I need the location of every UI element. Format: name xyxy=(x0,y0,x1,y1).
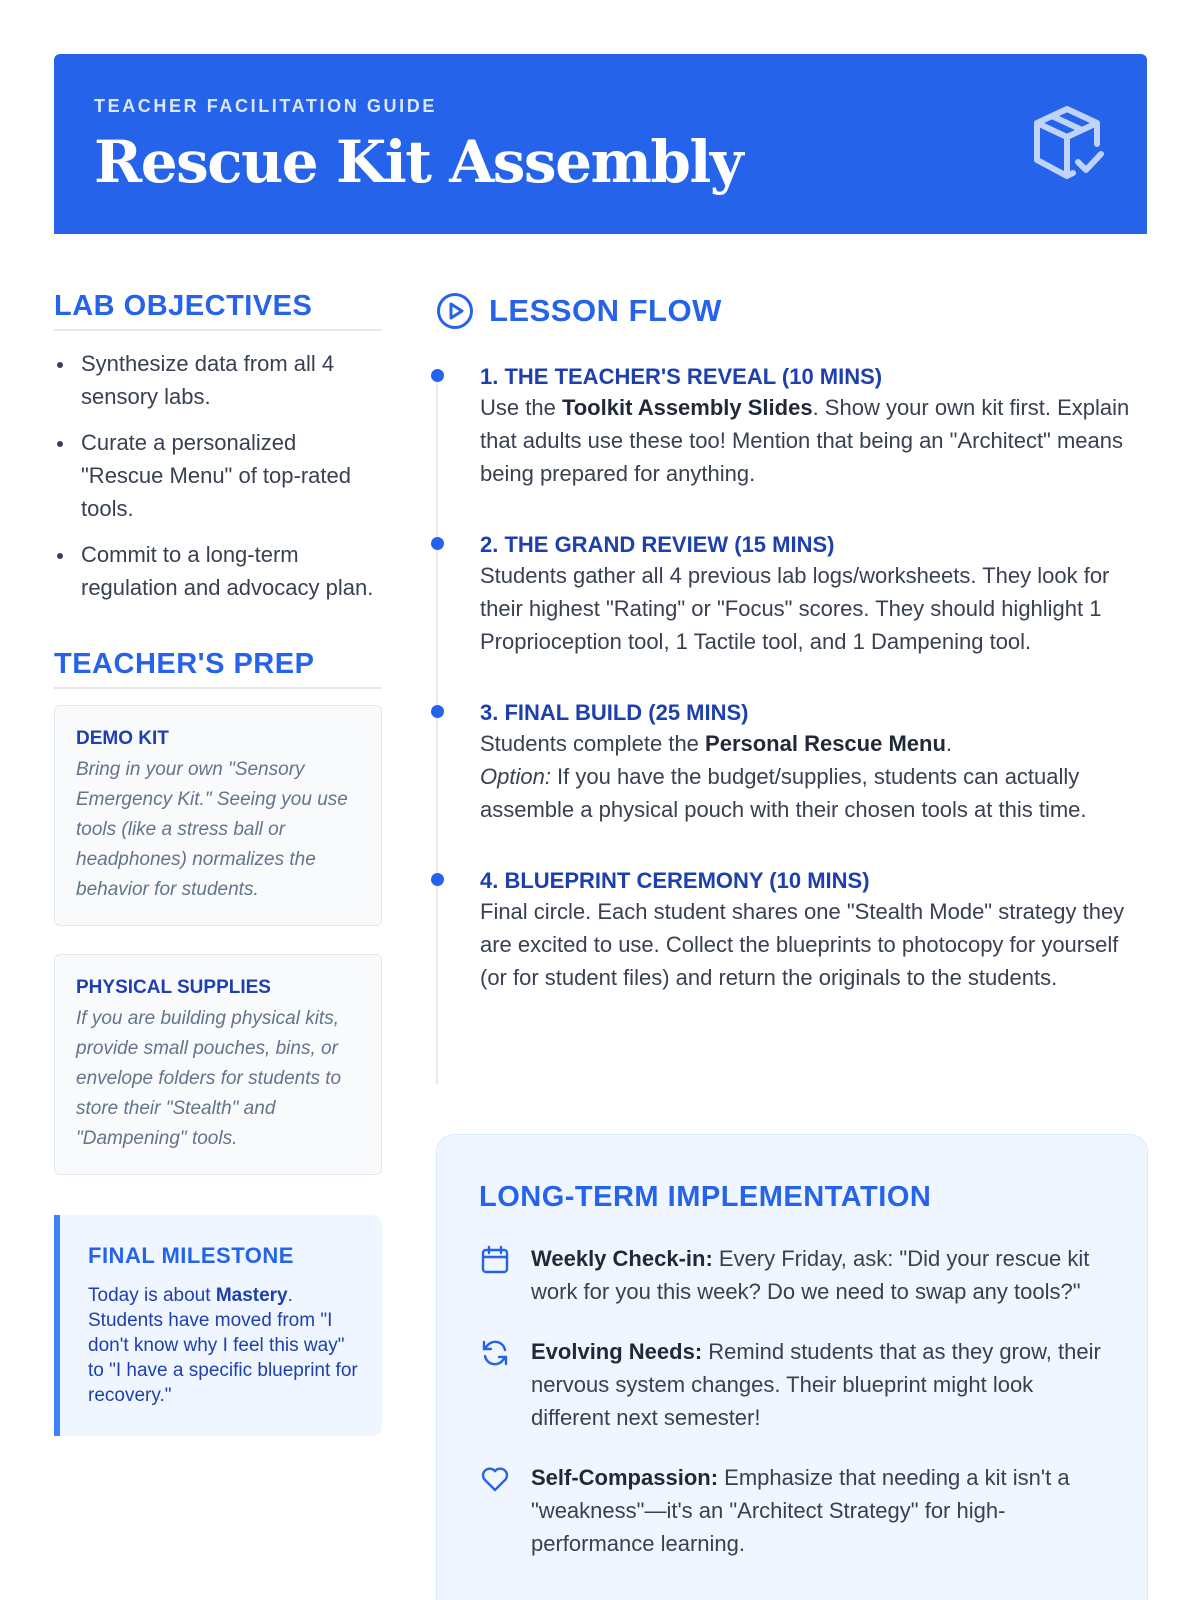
prep-cards xyxy=(54,705,382,1175)
play-circle-icon xyxy=(436,292,474,330)
final-milestone-callout xyxy=(54,1215,382,1436)
step-title: 1. THE TEACHER'S REVEAL (10 MINS) xyxy=(480,364,883,389)
objective-item: Curate a personalized "Rescue Menu" of top-rated tools. xyxy=(54,426,382,525)
step-text-part: . Show your own kit first. Explain that adults use these too! Mention that being an "Architect" means being prepared for anything. xyxy=(480,395,1130,486)
long-term-item xyxy=(479,1242,1107,1308)
long-term-text xyxy=(531,1461,1107,1560)
long-term-desc: Every Friday, ask: "Did your rescue kit work for you this week? Do we need to swap any tools?" xyxy=(531,1246,1090,1304)
prep-card-title: DEMO KIT xyxy=(76,728,169,749)
step-text xyxy=(480,727,1148,826)
box-check-icon xyxy=(1031,104,1105,182)
step-option-label: Option: xyxy=(480,764,551,789)
header-banner xyxy=(54,54,1147,234)
step-text-part: Use the xyxy=(480,395,562,420)
step-title: 2. THE GRAND REVIEW (15 MINS) xyxy=(480,532,835,557)
step-title: 3. FINAL BUILD (25 MINS) xyxy=(480,700,749,725)
long-term-item xyxy=(479,1461,1107,1560)
step-text-bold: Toolkit Assembly Slides xyxy=(561,395,813,420)
left-column xyxy=(54,290,382,1436)
step-text: Students gather all 4 previous lab logs/worksheets. They look for their highest "Rating" or "Focus" scores. They should highlight 1 Proprioception tool, 1 Tactile tool, and 1 Dampening tool. xyxy=(480,563,1110,654)
header-eyebrow: TEACHER FACILITATION GUIDE xyxy=(94,96,437,116)
long-term-desc: Remind students that as they grow, their nervous system changes. Their blueprint might look different next semester! xyxy=(531,1339,1101,1430)
step-text-part: If you have the budget/supplies, students can actually assemble a physical pouch with their chosen tools at this time. xyxy=(480,764,1087,822)
timeline-dot xyxy=(431,537,444,550)
prep-card-text: If you are building physical kits, provide small pouches, bins, or envelope folders for students to store their "Stealth" and "Dampening" tools. xyxy=(76,1008,342,1149)
long-term-implementation-panel xyxy=(436,1134,1148,1600)
lesson-step xyxy=(436,698,1148,826)
milestone-text-part: Today is about xyxy=(88,1285,216,1306)
lesson-step xyxy=(436,866,1148,994)
timeline-dot xyxy=(431,369,444,382)
objective-item: Synthesize data from all 4 sensory labs. xyxy=(54,347,382,413)
step-text-part: . xyxy=(945,731,953,756)
lesson-flow-title: LESSON FLOW xyxy=(489,293,722,328)
step-text-part: Students complete the xyxy=(480,731,706,756)
calendar-icon xyxy=(479,1244,511,1276)
prep-card-physical-supplies xyxy=(54,954,382,1175)
objective-item: Commit to a long-term regulation and advocacy plan. xyxy=(54,538,382,604)
long-term-text xyxy=(531,1335,1107,1434)
prep-card-text: Bring in your own "Sensory Emergency Kit." Seeing you use tools (like a stress ball or headphones) normalizes the behavior for students. xyxy=(76,759,348,900)
long-term-label: Self-Compassion: xyxy=(531,1465,719,1490)
objectives-title: LAB OBJECTIVES xyxy=(54,290,382,331)
prep-card-title: PHYSICAL SUPPLIES xyxy=(76,977,271,998)
step-text xyxy=(480,391,1148,490)
timeline-dot xyxy=(431,873,444,886)
long-term-desc: Emphasize that needing a kit isn't a "weakness"—it's an "Architect Strategy" for high-performance learning. xyxy=(531,1465,1070,1556)
step-text-bold: Personal Rescue Menu xyxy=(705,731,946,756)
milestone-text xyxy=(88,1283,358,1408)
long-term-title: LONG-TERM IMPLEMENTATION xyxy=(479,1181,932,1213)
heart-icon xyxy=(479,1463,511,1495)
lesson-flow-header xyxy=(436,290,1148,332)
step-title: 4. BLUEPRINT CEREMONY (10 MINS) xyxy=(480,868,870,893)
prep-title: TEACHER'S PREP xyxy=(54,648,382,689)
long-term-text xyxy=(531,1242,1107,1308)
timeline-dot xyxy=(431,705,444,718)
lesson-step xyxy=(436,530,1148,658)
lesson-step xyxy=(436,362,1148,490)
right-column xyxy=(436,290,1148,1034)
long-term-label: Evolving Needs: xyxy=(531,1339,703,1364)
long-term-label: Weekly Check-in: xyxy=(531,1246,713,1271)
objectives-list xyxy=(54,347,382,604)
milestone-title: FINAL MILESTONE xyxy=(88,1243,294,1268)
refresh-icon xyxy=(479,1337,511,1369)
long-term-item xyxy=(479,1335,1107,1434)
milestone-text-bold: Mastery xyxy=(215,1285,288,1306)
step-text: Final circle. Each student shares one "Stealth Mode" strategy they are excited to use. Collect the blueprints to photocopy for yourself (or for student files) and return the originals to the students. xyxy=(480,899,1125,990)
milestone-text-part: . Students have moved from "I don't know why I feel this way" to "I have a specific blueprint for recovery." xyxy=(88,1285,358,1406)
page-title: Rescue Kit Assembly xyxy=(94,128,743,196)
lesson-timeline xyxy=(436,362,1148,994)
prep-card-demo-kit xyxy=(54,705,382,926)
